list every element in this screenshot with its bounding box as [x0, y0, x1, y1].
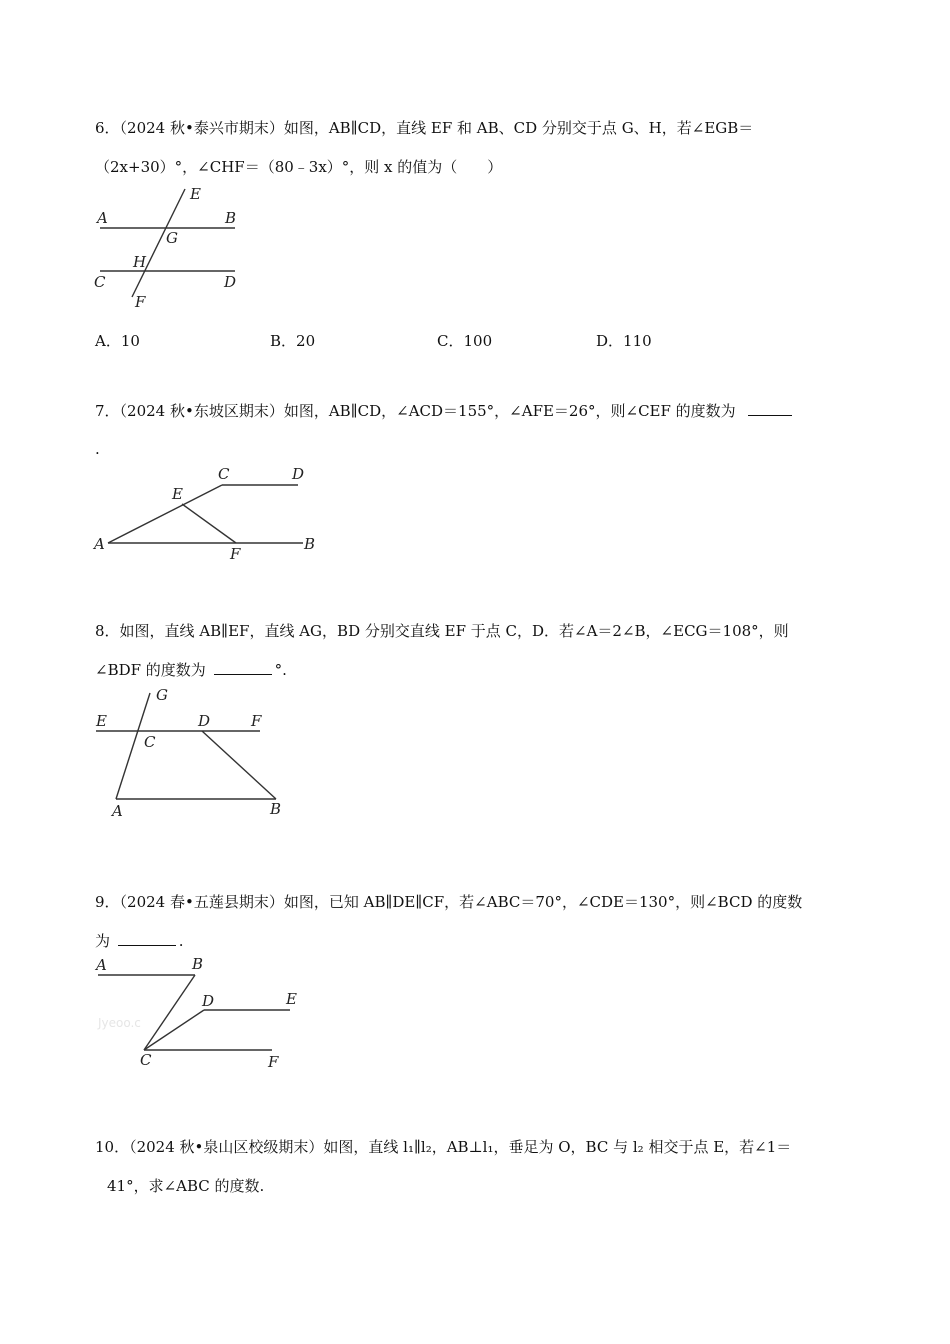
q9-label-e: E: [286, 990, 297, 1008]
q7-label-d: D: [292, 465, 305, 483]
q6-number: 6．: [95, 119, 120, 137]
q6-label-h: H: [133, 253, 147, 271]
q8-text-1: 如图，直线 AB∥EF，直线 AG，BD 分别交直线 EF 于点 C，D．若∠A＝2∠B，∠ECG＝108°，则: [119, 622, 789, 640]
q9-line-2: [95, 930, 184, 951]
q8-line-2: [95, 659, 287, 680]
q8-label-a: A: [112, 802, 123, 820]
q9-text-2-pre: 为: [95, 932, 111, 950]
q8-answer-blank[interactable]: [214, 660, 272, 675]
q8-line-bd: [202, 731, 276, 799]
q9-label-c: C: [140, 1051, 152, 1069]
q6-choice-d: D．110: [596, 332, 652, 350]
q9-figure: [90, 955, 310, 1075]
q7-label-b: B: [304, 535, 316, 553]
q10-text-1: 如图，直线 l₁∥l₂，AB⊥l₁，垂足为 O，BC 与 l₂ 相交于点 E，若∠1＝: [323, 1138, 792, 1156]
q8-label-g: G: [156, 686, 168, 704]
q7-line-1: [95, 400, 792, 421]
q7-number: 7．: [95, 402, 120, 420]
q7-text-1: 如图，AB∥CD，∠ACD＝155°，∠AFE＝26°，则∠CEF 的度数为: [283, 402, 736, 420]
q10-line-2: [107, 1175, 264, 1196]
q6-label-g: G: [166, 229, 178, 247]
q9-label-a: A: [96, 956, 107, 974]
q7-line-2: [95, 440, 100, 458]
q9-label-f: F: [268, 1053, 279, 1071]
q6-label-c: C: [94, 273, 106, 291]
q8-label-d: D: [198, 712, 211, 730]
q6-figure: [90, 185, 250, 315]
q6-choice-b: B．20: [270, 332, 316, 350]
q7-text-2: .: [95, 440, 100, 458]
q9-watermark: Jyeoo.c: [98, 1016, 141, 1030]
q8-label-c: C: [144, 733, 156, 751]
q6-text-2: （2x+30）°，∠CHF＝（80﹣3x）°，则 x 的值为（ ）: [95, 158, 503, 176]
q6-choice-a: A．10: [95, 332, 140, 350]
q9-number: 9．: [95, 893, 120, 911]
q7-figure: [90, 465, 330, 565]
q7-source: （2024 秋•东坡区期末）: [119, 402, 284, 420]
q8-line-1: [95, 620, 789, 641]
q8-text-2-pre: ∠BDF 的度数为: [95, 661, 206, 679]
q7-answer-blank[interactable]: [748, 401, 792, 416]
q10-text-2: 41°，求∠ABC 的度数.: [107, 1177, 265, 1195]
q9-line-bc: [144, 975, 195, 1050]
q6-choice-c: C．100: [437, 332, 493, 350]
q9-label-b: B: [192, 955, 204, 973]
q7-line-ef: [182, 504, 236, 543]
q7-label-c: C: [218, 465, 230, 483]
q7-line-ac: [108, 485, 222, 543]
q6-label-b: B: [225, 209, 237, 227]
q8-figure: [90, 685, 300, 820]
q9-line-1: [95, 891, 802, 912]
q7-label-a: A: [94, 535, 105, 553]
q9-source: （2024 春•五莲县期末）: [119, 893, 284, 911]
q8-label-b: B: [270, 800, 282, 818]
q8-label-e: E: [96, 712, 107, 730]
q7-label-f: F: [230, 545, 241, 563]
q9-text-1: 如图，已知 AB∥DE∥CF，若∠ABC＝70°，∠CDE＝130°，则∠BCD 的度数: [283, 893, 803, 911]
q9-text-2-post: .: [178, 932, 184, 950]
q6-line-2: [95, 156, 502, 177]
q8-label-f: F: [251, 712, 262, 730]
q6-source: （2024 秋•泰兴市期末）: [119, 119, 284, 137]
q7-label-e: E: [172, 485, 183, 503]
q6-label-f: F: [135, 293, 146, 311]
q6-label-d: D: [224, 273, 237, 291]
q9-line-cd: [144, 1010, 204, 1050]
q10-number: 10．: [95, 1138, 130, 1156]
q9-label-d: D: [202, 992, 215, 1010]
q8-number: 8．: [95, 622, 120, 640]
q6-label-e: E: [190, 185, 201, 203]
q6-choices: [95, 330, 795, 350]
q9-answer-blank[interactable]: [118, 931, 176, 946]
q8-text-2-post: °.: [274, 661, 287, 679]
q6-label-a: A: [97, 209, 108, 227]
q10-line-1: [95, 1136, 791, 1157]
q10-source: （2024 秋•泉山区校级期末）: [129, 1138, 324, 1156]
q6-text-1: 如图，AB∥CD，直线 EF 和 AB、CD 分别交于点 G、H，若∠EGB＝: [283, 119, 754, 137]
q6-line-1: [95, 117, 753, 138]
